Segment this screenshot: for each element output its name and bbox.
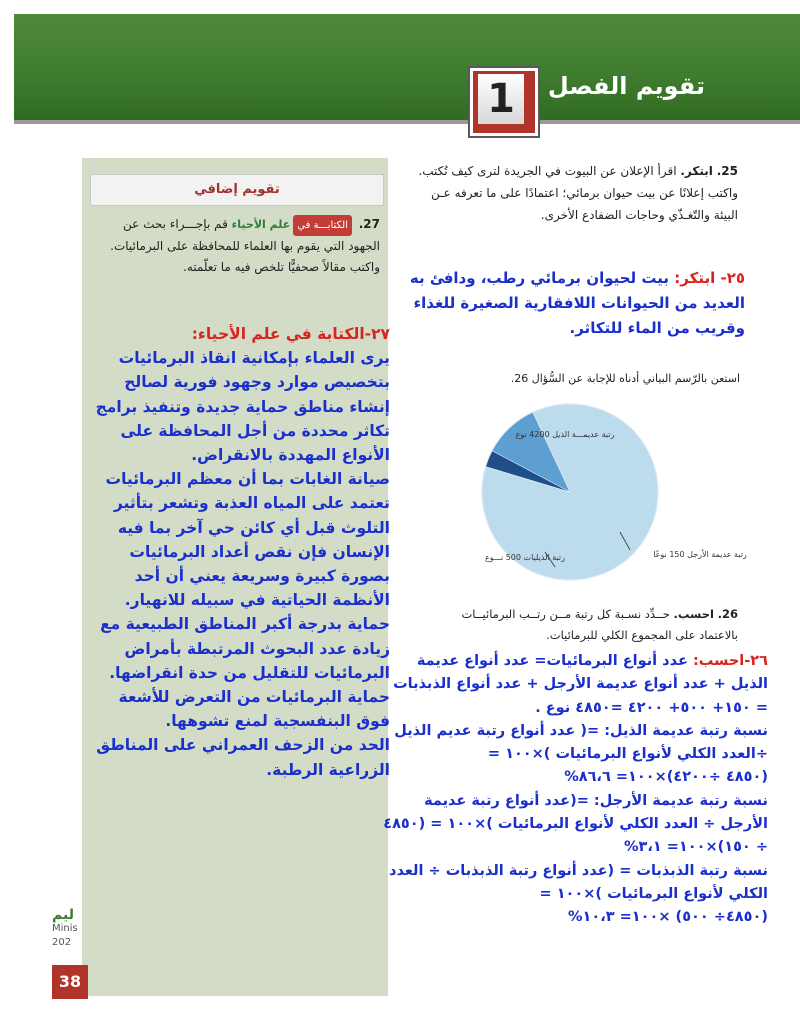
question-27-text: قم بإجـــراء بحث عن الجهود التي يقوم بها العلماء للمحافظة على البرمائيات. واكتب مقالاً صحفيًّا تلخص فيه ما تعلّمته.	[110, 217, 380, 274]
chapter-number: 1	[478, 74, 524, 124]
question-26-label: احسب.	[673, 607, 714, 621]
ministry-footer	[52, 908, 82, 950]
answer-25-label: ٢٥- ابتكر:	[674, 269, 745, 287]
label-tailless: رتبة عديمـــة الذيل 4200 نوع	[515, 430, 615, 439]
answer-27-line: حماية البرمائيات من التعرض للأشعة فوق البنفسجية لمنع تشوهها.	[118, 688, 390, 731]
banner-divider	[14, 120, 800, 124]
question-26-text: حــدِّد نسـبة كل رتبة مــن رتــب البرمائيــات بالاعتماد على المجموع الكلي للبرمائيات.	[461, 607, 738, 642]
chapter-title: تقويم الفصل	[547, 72, 705, 100]
answer-26-line: عدد أنواع البرمائيات= عدد أنواع عديمة الذيل + عدد أنواع عديمة الأرجل + عدد أنواع الذبذبات	[393, 653, 768, 693]
question-26-number: 26.	[717, 607, 738, 621]
answer-26-line: = ١٥٠+ ٥٠٠+ ٤٢٠٠ =٤٨٥٠ نوع .	[535, 699, 768, 716]
answer-27-line: الحد من الزحف العمراني على المناطق الزراعية الرطبة.	[96, 736, 390, 779]
answer-26-line: (٤٨٥٠ ÷٤٢٠٠)×١٠٠= ٨٦،٦%	[564, 769, 768, 786]
answer-26-line: (٤٨٥٠÷ ٥٠٠) ×١٠٠= ١٠،٣%	[568, 909, 768, 926]
biology-subject: علم الأحياء	[231, 218, 291, 231]
answer-27-heading: ٢٧-الكتابة في علم الأحياء:	[191, 325, 390, 343]
answer-26-line: نسبة رتبة عديمة الأرجل: =(عدد أنواع رتبة عديمة الأرجل ÷ العدد الكلي لأنواع البرمائيات )×١٠٠ = (٤٨٥٠ ÷ ١٥٠)×١٠٠= ٣،١%	[383, 792, 768, 856]
answer-27-line: حماية بدرجة أكبر المناطق الطبيعية مع زيادة عدد البحوث المرتبطة بأمراض البرمائيات للتقليل من حدة انقراضها.	[100, 615, 390, 682]
answer-26	[382, 650, 768, 930]
answer-26-line: نسبة رتبة عديمة الذيل: =( عدد أنواع رتبة عديم الذيل ÷العدد الكلي لأنواع البرمائيات )×١٠٠ =	[394, 722, 768, 763]
answer-27-line: صيانة الغابات بما أن معظم البرمائيات تعتمد على المياه العذبة وتشعر بتأثير التلوث قبل أي كائن حي آخر بما فيه الإنسان فإن نقص أعداد البرمائيات بصورة كبيرة وسريعة يعني أن أحد الأنظمة الحياتية في سبيله للانهيار.	[105, 470, 390, 610]
chart-instruction: استعن بالرّسم البياني أدناه للإجابة عن السُّؤال 26.	[510, 372, 740, 385]
answer-27	[86, 322, 390, 782]
question-25-text: اقرأ الإعلان عن البيوت في الجريدة لترى كيف تُكتب. واكتب إعلانًا عن بيت حيوان برمائي؛ اعتمادًا على ما تعرفه عـن البيئة والتّغـذّي وحاجات الضفادع الأخرى.	[418, 164, 738, 222]
label-legless: رتبة عديمة الأرجل 150 نوعًا	[653, 550, 747, 559]
ministry-logo-text: ليم	[52, 907, 74, 923]
answer-27-line: يرى العلماء بإمكانية انقاذ البرمائيات بتخصيص موارد وجهود فورية لصالح إنشاء مناطق حماية جديدة وتنفيذ برامج تكاثر محددة من أجل المحافظة على الأنواع المهددة بالانقراض.	[95, 349, 390, 465]
answer-25	[405, 266, 745, 341]
writing-badge: الكتابـــة في	[293, 215, 352, 236]
question-26	[438, 604, 738, 646]
question-25-label: ابتكر.	[680, 164, 713, 178]
extra-assessment-title: تقويم إضافي	[90, 174, 384, 206]
ministry-year: 202	[52, 937, 72, 948]
question-27	[92, 214, 380, 278]
label-tailed: رتبة الذيليات 500 نـــوع	[485, 553, 565, 562]
page-number: 38	[52, 965, 88, 999]
answer-25-text: بيت لحيوان برمائي رطب، ودافئ به العديد من الحيوانات اللافقارية الصغيرة للغذاء وقريب من الماء للتكاثر.	[409, 269, 745, 337]
ministry-line: Minis	[52, 923, 78, 934]
answer-26-label: ٢٦-احسب:	[692, 653, 768, 669]
question-25	[418, 160, 738, 226]
amphibian-pie-chart	[470, 392, 770, 592]
answer-26-line: نسبة رتبة الذبذبات = (عدد أنواع رتبة الذبذبات ÷ العدد الكلي لأنواع البرمائيات )×١٠٠ =	[389, 862, 768, 902]
question-25-number: 25.	[716, 164, 738, 178]
question-27-number: 27.	[358, 217, 380, 231]
